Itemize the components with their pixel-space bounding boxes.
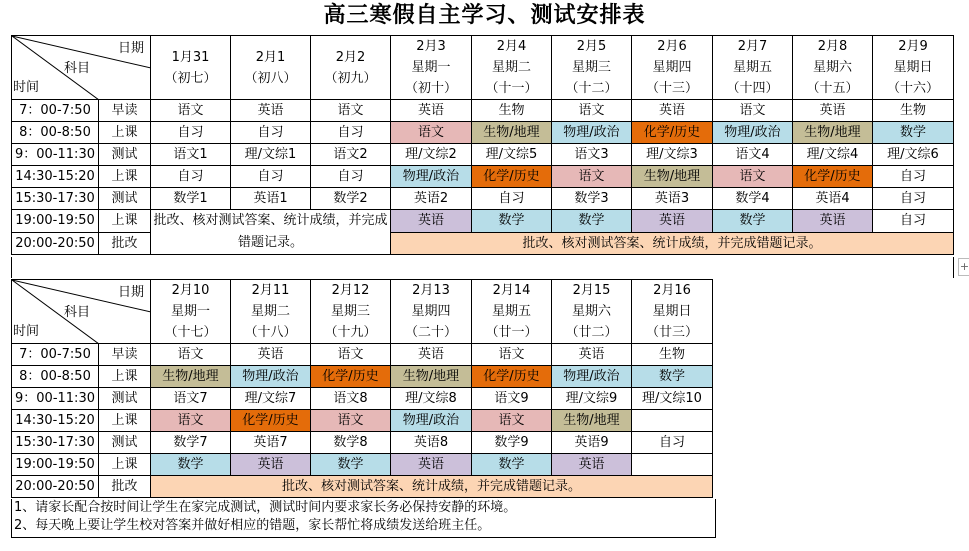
type-cell: 测试 — [99, 188, 151, 210]
schedule-cell: 语文 — [391, 122, 472, 144]
schedule-cell: 语文 — [472, 344, 552, 366]
schedule-cell: 语文 — [552, 166, 632, 188]
schedule-cell: 理/文综5 — [472, 144, 552, 166]
schedule-cell: 自习 — [472, 188, 552, 210]
schedule-cell: 化学/历史 — [231, 410, 311, 432]
time-cell: 9：00-11:30 — [12, 388, 99, 410]
schedule-cell: 生物/地理 — [632, 166, 713, 188]
schedule-cell: 理/文综4 — [793, 144, 873, 166]
time-cell: 7：00-7:50 — [12, 100, 99, 122]
schedule-cell: 数学9 — [472, 432, 552, 454]
schedule-table-week2 — [11, 279, 713, 498]
schedule-cell: 英语 — [632, 100, 713, 122]
day-header: 2月5 星期三 （十二） — [552, 36, 632, 100]
schedule-cell: 生物/地理 — [552, 410, 632, 432]
note-line-2: 2、每天晚上要让学生校对答案并做好相应的错题，家长帮忙将成绩发送给班主任。 — [11, 517, 716, 538]
day-header: 2月4 星期二 （十一） — [472, 36, 552, 100]
schedule-cell: 物理/政治 — [231, 366, 311, 388]
schedule-cell: 理/文综10 — [632, 388, 713, 410]
schedule-cell: 自习 — [151, 122, 231, 144]
merged-correction-row: 批改、核对测试答案、统计成绩，并完成错题记录。 — [151, 476, 713, 498]
day-header: 2月9 星期日 （十六） — [873, 36, 954, 100]
schedule-cell: 语文2 — [311, 144, 391, 166]
schedule-cell: 自习 — [873, 210, 954, 233]
schedule-cell: 语文 — [311, 410, 391, 432]
schedule-cell: 理/文综9 — [552, 388, 632, 410]
schedule-cell: 数学 — [151, 454, 231, 476]
schedule-cell: 语文1 — [151, 144, 231, 166]
schedule-cell: 生物 — [632, 344, 713, 366]
schedule-cell: 数学 — [472, 454, 552, 476]
schedule-cell — [632, 454, 713, 476]
day-header: 2月10 星期一 （十七） — [151, 280, 231, 344]
table-row — [12, 210, 954, 233]
schedule-cell: 语文 — [552, 100, 632, 122]
time-cell: 7：00-7:50 — [12, 344, 99, 366]
header-row — [12, 280, 713, 344]
time-cell: 19:00-19:50 — [12, 210, 99, 233]
expand-plus-icon[interactable]: + — [958, 258, 969, 276]
schedule-cell: 语文 — [472, 410, 552, 432]
corner-header — [12, 280, 151, 344]
schedule-cell: 英语 — [793, 100, 873, 122]
schedule-cell: 英语3 — [632, 188, 713, 210]
schedule-cell: 物理/政治 — [552, 122, 632, 144]
corner-header — [12, 36, 151, 100]
time-cell: 14:30-15:20 — [12, 410, 99, 432]
schedule-cell: 数学 — [713, 210, 793, 233]
type-cell: 上课 — [99, 166, 151, 188]
day-header: 1月31 （初七） — [151, 36, 231, 100]
day-header: 2月11 星期二 （十八） — [231, 280, 311, 344]
schedule-cell: 生物 — [873, 100, 954, 122]
schedule-cell: 数学1 — [151, 188, 231, 210]
schedule-cell: 理/文综1 — [231, 144, 311, 166]
table-gap — [11, 257, 954, 278]
table-row — [12, 388, 713, 410]
merged-correction-left: 批改、核对测试答案、统计成绩，并完成错题记录。 — [151, 210, 391, 255]
schedule-cell: 数学2 — [311, 188, 391, 210]
schedule-cell: 语文 — [151, 100, 231, 122]
note-line-1: 1、请家长配合按时间让学生在家完成测试，测试时间内要求家长务必保持安静的环境。 — [11, 499, 716, 517]
table-row — [12, 454, 713, 476]
time-cell: 15:30-17:30 — [12, 188, 99, 210]
schedule-cell: 英语 — [552, 454, 632, 476]
schedule-cell: 英语 — [231, 344, 311, 366]
type-cell: 早读 — [99, 100, 151, 122]
schedule-cell: 自习 — [873, 188, 954, 210]
schedule-cell: 物理/政治 — [552, 366, 632, 388]
schedule-cell: 生物/地理 — [391, 366, 472, 388]
table-row — [12, 144, 954, 166]
corner-subject-label: 科目 — [64, 61, 91, 76]
corner-date-label: 日期 — [117, 285, 144, 300]
table-row — [12, 166, 954, 188]
schedule-cell: 数学 — [472, 210, 552, 233]
schedule-cell: 语文 — [151, 344, 231, 366]
time-cell: 8：00-8:50 — [12, 366, 99, 388]
type-cell: 上课 — [99, 410, 151, 432]
schedule-cell: 语文 — [713, 166, 793, 188]
schedule-cell: 数学 — [873, 122, 954, 144]
merged-correction-right: 批改、核对测试答案、统计成绩，并完成错题记录。 — [391, 232, 954, 255]
schedule-cell: 英语 — [231, 454, 311, 476]
type-cell: 上课 — [99, 122, 151, 144]
schedule-cell: 语文 — [713, 100, 793, 122]
schedule-cell: 理/文综2 — [391, 144, 472, 166]
schedule-cell: 数学4 — [713, 188, 793, 210]
schedule-cell: 语文7 — [151, 388, 231, 410]
schedule-cell — [632, 410, 713, 432]
schedule-cell: 英语 — [391, 100, 472, 122]
schedule-cell: 英语7 — [231, 432, 311, 454]
type-cell: 早读 — [99, 344, 151, 366]
schedule-cell: 自习 — [311, 122, 391, 144]
schedule-cell: 数学8 — [311, 432, 391, 454]
table-row — [12, 476, 713, 498]
table-row — [12, 188, 954, 210]
schedule-cell: 英语 — [231, 100, 311, 122]
day-header: 2月16 星期日 （廿三） — [632, 280, 713, 344]
schedule-cell: 数学 — [552, 210, 632, 233]
schedule-cell: 英语4 — [793, 188, 873, 210]
schedule-cell: 自习 — [231, 166, 311, 188]
schedule-cell: 物理/政治 — [713, 122, 793, 144]
corner-time-label: 时间 — [13, 324, 40, 339]
day-header: 2月12 星期三 （十九） — [311, 280, 391, 344]
day-header: 2月7 星期五 （十四） — [713, 36, 793, 100]
day-header: 2月1 （初八） — [231, 36, 311, 100]
table-row — [12, 410, 713, 432]
schedule-cell: 物理/政治 — [391, 410, 472, 432]
table-row — [12, 100, 954, 122]
schedule-cell: 数学3 — [552, 188, 632, 210]
table-row — [12, 344, 713, 366]
time-cell: 15:30-17:30 — [12, 432, 99, 454]
schedule-cell: 理/文综8 — [391, 388, 472, 410]
schedule-cell: 数学 — [311, 454, 391, 476]
schedule-cell: 自习 — [311, 166, 391, 188]
type-cell: 批改 — [99, 232, 151, 255]
type-cell: 批改 — [99, 476, 151, 498]
schedule-cell: 英语9 — [552, 432, 632, 454]
day-header: 2月3 星期一 （初十） — [391, 36, 472, 100]
schedule-cell: 语文 — [151, 410, 231, 432]
day-header: 2月6 星期四 （十三） — [632, 36, 713, 100]
type-cell: 测试 — [99, 388, 151, 410]
table-row — [12, 432, 713, 454]
schedule-cell: 自习 — [151, 166, 231, 188]
schedule-cell: 语文9 — [472, 388, 552, 410]
table-row — [12, 122, 954, 144]
schedule-cell: 生物/地理 — [472, 122, 552, 144]
type-cell: 测试 — [99, 432, 151, 454]
type-cell: 上课 — [99, 366, 151, 388]
time-cell: 8：00-8:50 — [12, 122, 99, 144]
header-row — [12, 36, 954, 100]
corner-date-label: 日期 — [117, 41, 144, 56]
schedule-cell: 英语 — [391, 210, 472, 233]
page-title: 高三寒假自主学习、测试安排表 — [323, 2, 646, 28]
schedule-table-week1 — [11, 35, 954, 255]
time-cell: 20:00-20:50 — [12, 476, 99, 498]
day-header: 2月8 星期六 （十五） — [793, 36, 873, 100]
schedule-cell: 生物/地理 — [151, 366, 231, 388]
corner-subject-label: 科目 — [64, 305, 91, 320]
schedule-cell: 自习 — [632, 432, 713, 454]
schedule-cell: 英语8 — [391, 432, 472, 454]
schedule-cell: 英语 — [391, 454, 472, 476]
schedule-cell: 化学/历史 — [472, 366, 552, 388]
schedule-cell: 数学7 — [151, 432, 231, 454]
schedule-cell: 语文 — [311, 344, 391, 366]
time-cell: 14:30-15:20 — [12, 166, 99, 188]
day-header: 2月13 星期四 （二十） — [391, 280, 472, 344]
schedule-cell: 理/文综7 — [231, 388, 311, 410]
corner-time-label: 时间 — [13, 80, 40, 95]
schedule-cell: 英语 — [632, 210, 713, 233]
day-header: 2月14 星期五 （廿一） — [472, 280, 552, 344]
schedule-cell: 英语 — [391, 344, 472, 366]
time-cell: 9：00-11:30 — [12, 144, 99, 166]
schedule-cell: 化学/历史 — [632, 122, 713, 144]
schedule-cell: 化学/历史 — [472, 166, 552, 188]
type-cell: 上课 — [99, 454, 151, 476]
type-cell: 上课 — [99, 210, 151, 233]
schedule-cell: 生物/地理 — [793, 122, 873, 144]
schedule-cell: 化学/历史 — [793, 166, 873, 188]
schedule-cell: 理/文综6 — [873, 144, 954, 166]
time-cell: 19:00-19:50 — [12, 454, 99, 476]
schedule-cell: 化学/历史 — [311, 366, 391, 388]
schedule-cell: 英语 — [552, 344, 632, 366]
schedule-cell: 数学 — [632, 366, 713, 388]
schedule-cell: 语文4 — [713, 144, 793, 166]
schedule-cell: 自习 — [873, 166, 954, 188]
day-header: 2月15 星期六 （廿二） — [552, 280, 632, 344]
schedule-cell: 语文8 — [311, 388, 391, 410]
day-header: 2月2 （初九） — [311, 36, 391, 100]
table-row — [12, 366, 713, 388]
type-cell: 测试 — [99, 144, 151, 166]
schedule-cell: 生物 — [472, 100, 552, 122]
schedule-cell: 语文 — [311, 100, 391, 122]
schedule-cell: 物理/政治 — [391, 166, 472, 188]
schedule-cell: 自习 — [231, 122, 311, 144]
time-cell: 20:00-20:50 — [12, 232, 99, 255]
schedule-cell: 英语1 — [231, 188, 311, 210]
schedule-cell: 理/文综3 — [632, 144, 713, 166]
schedule-cell: 语文3 — [552, 144, 632, 166]
schedule-cell: 英语2 — [391, 188, 472, 210]
schedule-cell: 英语 — [793, 210, 873, 233]
